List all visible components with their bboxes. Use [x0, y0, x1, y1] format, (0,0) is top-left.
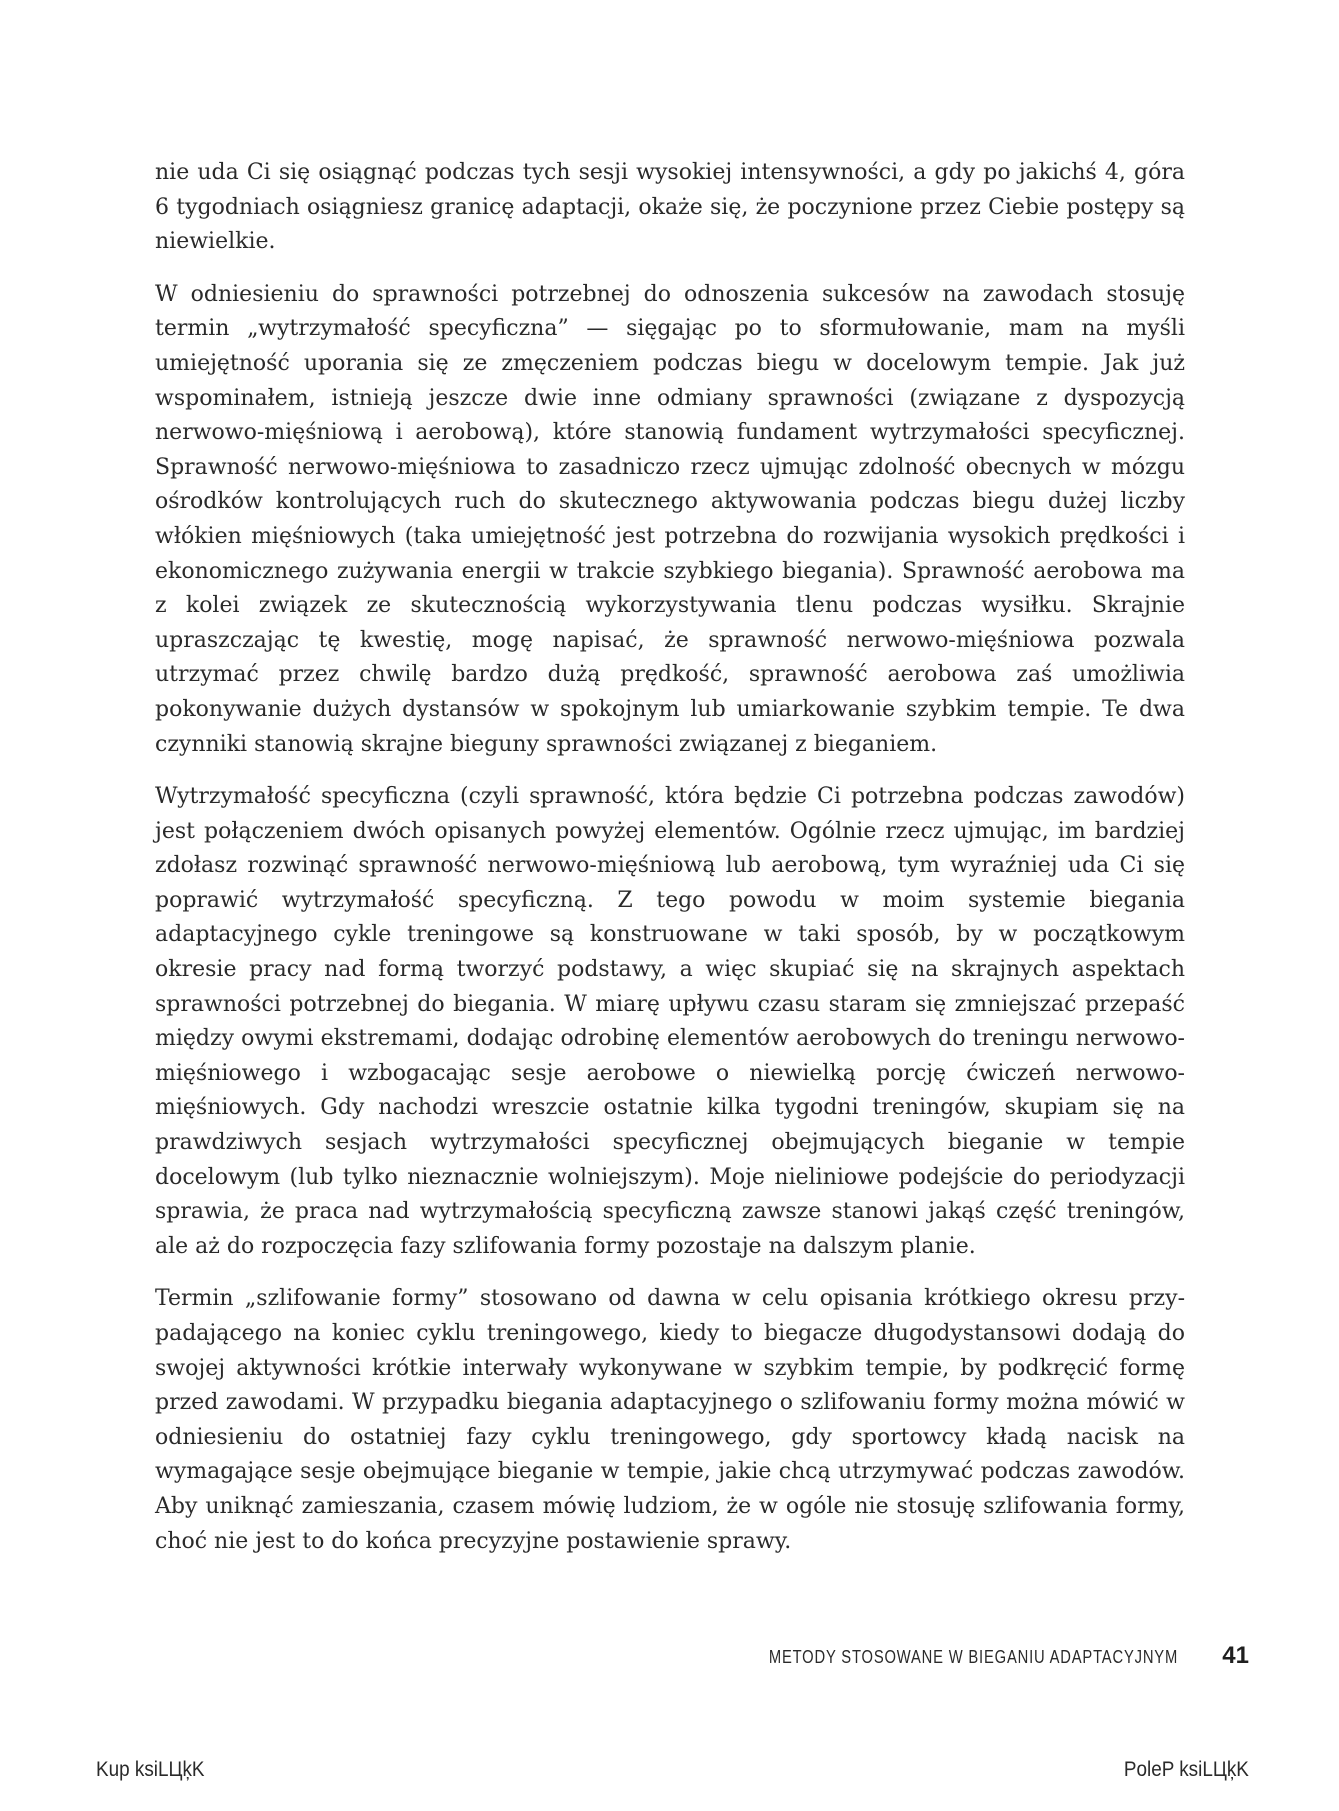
footer-section-title: METODY STOSOWANE W BIEGANIU ADAPTACYJNYM — [769, 1647, 1179, 1667]
paragraph-specific-endurance: W odniesieniu do sprawności potrzebnej do odnoszenia sukcesów na zawodach stosuję termin „wytrzymałość specyficzna” — sięgając po to sformułowanie, mam na myśli umiejętność uporania się ze zmęczeniem podczas biegu w docelowym tempie. Jak już wspominałem, istnieją jeszcze dwie inne odmiany sprawności (związane z dyspozycją nerwowo-mięśniową i aerobową), które stanowią fundament wytrzymałości specyficznej. Sprawność nerwowo-mięśniowa to zasadniczo rzecz ujmując zdolność obecnych w mózgu ośrodków kontrolujących ruch do skutecznego aktywowania podczas biegu dużej liczby włókien mięśniowych (taka umiejętność jest potrzebna do rozwijania wysokich prędkości i ekonomicznego zużywania energii w trakcie szybkiego biegania). Sprawność aerobowa ma z kolei związek ze skutecznością wykorzystywania tlenu podczas wysiłku. Skrajnie upraszczając tę kwestię, mogę napisać, że sprawność nerwowo-mięśniowa pozwala utrzymać przez chwilę bardzo dużą prędkość, sprawność aerobowa zaś umożliwia pokonywanie dużych dystansów w spokojnym lub umiarkowanie szybkim tempie. Te dwa czynniki stanowią skrajne bieguny sprawności związanej z bieganiem. — [155, 281, 1185, 757]
paragraph-training-cycles: Wytrzymałość specyficzna (czyli sprawność, która będzie Ci potrzebna podczas zawodów) jest połączeniem dwóch opisanych powyżej elementów. Ogólnie rzecz ujmując, im bardziej zdołasz rozwinąć sprawność nerwowo-mięśniową lub aerobową, tym wyraźniej uda Ci się poprawić wytrzymałość specyficzną. Z tego powodu w moim systemie biegania adaptacyjnego cykle treningowe są konstruowane w taki sposób, by w początkowym okresie pracy nad formą tworzyć podstawy, a więc skupiać się na skrajnych aspektach sprawności potrzebnej do biegania. W miarę upływu czasu staram się zmniejszać przepaść między owymi ekstremami, dodając odrobinę elementów aerobowych do treningu nerwowo-mięśniowego i wzbogacając sesje aerobowe o niewielką porcję ćwiczeń nerwowo-mięśniowych. Gdy nachodzi wreszcie ostatnie kilka tygodni treningów, skupiam się na prawdziwych sesjach wytrzymałości specyficznej obejmujących bieganie w tempie docelowym (lub tylko nieznacznie wolniejszym). Moje nieliniowe podejście do periodyzacji sprawia, że praca nad wytrzymałością specyficzną zawsze stanowi jakąś część treningów, ale aż do rozpoczęcia fazy szlifowania formy pozostaje na dalszym planie. — [155, 784, 1185, 1259]
page-body — [155, 156, 1185, 1577]
buy-book-link[interactable]: Kup ksiLЦķK — [96, 1758, 205, 1781]
running-footer — [679, 1642, 1249, 1670]
page-number: 41 — [1222, 1642, 1249, 1669]
recommend-book-link[interactable]: PoleP ksiLЦķK — [1123, 1758, 1249, 1781]
paragraph-sharpening: Termin „szlifowanie formy” stosowano od dawna w celu opisania krótkiego okresu przypadającego na koniec cyklu treningowego, kiedy to biegacze długodystansowi dodają do swojej aktywności krótkie interwały wykonywane w szybkim tempie, by podkręcić formę przed zawodami. W przypadku biegania adaptacyjnego o szlifowaniu formy można mówić w odniesieniu do ostatniej fazy cyklu treningowego, gdy sportowcy kładą nacisk na wymagające sesje obejmujące bieganie w tempie, jakie chcą utrzymywać podczas zawodów. Aby uniknąć zamieszania, czasem mówię ludziom, że w ogóle nie stosuję szlifowania formy, choć nie jest to do końca precyzyjne postawienie sprawy. — [155, 1286, 1185, 1554]
paragraph-continuation: nie uda Ci się osiągnąć podczas tych sesji wysokiej intensywności, a gdy po jakichś 4, góra 6 tygodniach osiągniesz granicę adaptacji, okaże się, że poczynione przez Ciebie postępy są niewielkie. — [155, 160, 1185, 255]
